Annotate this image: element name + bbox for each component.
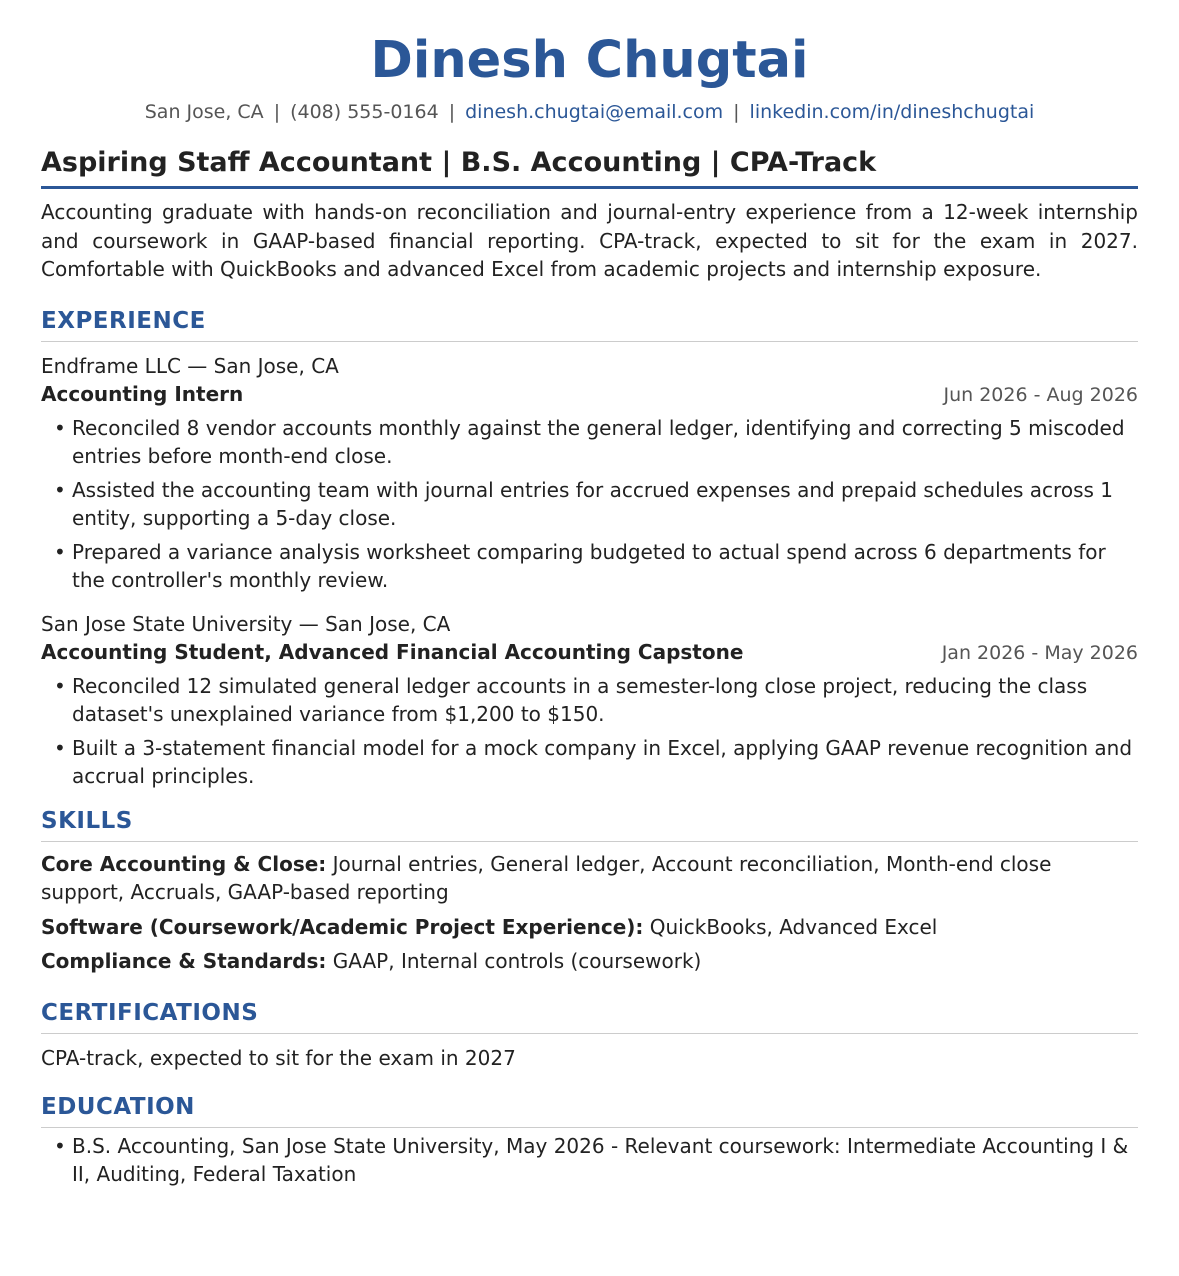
- professional-headline: Aspiring Staff Accountant | B.S. Accounting | CPA-Track: [41, 145, 1138, 189]
- experience-dates: Jan 2026 - May 2026: [941, 641, 1138, 664]
- summary-paragraph: Accounting graduate with hands-on reconciliation and journal-entry experience from a 12-week internship and coursework in GAAP-based financial reporting. CPA-track, expected to sit for the exam in 2027. Comfortable with QuickBooks and advanced Excel from academic projects and internship exposure.: [41, 200, 1138, 281]
- bullet-glyph: •: [54, 539, 66, 564]
- list-item: [41, 414, 1138, 470]
- bullet-glyph: •: [54, 415, 66, 440]
- education-text: B.S. Accounting, San Jose State University, May 2026 - Relevant coursework: Intermediate Accounting I & II, Auditing, Federal Taxation: [72, 1133, 1129, 1186]
- experience-dates: Jun 2026 - Aug 2026: [943, 383, 1138, 406]
- experience-org: Endframe LLC — San Jose, CA: [41, 353, 339, 378]
- bullet-text: Assisted the accounting team with journal entries for accrued expenses and prepaid schedules across 1 entity, supporting a 5-day close.: [72, 477, 1113, 530]
- education-list: [41, 1132, 1138, 1188]
- skill-value: Journal entries, General ledger, Account reconciliation, Month-end close support, Accruals, GAAP-based reporting: [41, 851, 1052, 904]
- experience-role-row: [41, 380, 1138, 410]
- bullet-glyph: •: [54, 735, 66, 760]
- contact-phone: (408) 555-0164: [290, 101, 439, 123]
- experience-bullets: [41, 672, 1138, 790]
- section-title-certifications: CERTIFICATIONS: [41, 998, 1138, 1034]
- contact-location: San Jose, CA: [144, 101, 264, 123]
- list-item: [41, 476, 1138, 532]
- contact-separator: |: [733, 101, 740, 123]
- certification-text: CPA-track, expected to sit for the exam in 2027: [41, 1045, 516, 1070]
- list-item: [41, 538, 1138, 594]
- experience-entry: [41, 352, 1138, 594]
- bullet-glyph: •: [54, 477, 66, 502]
- candidate-name: Dinesh Chugtai: [370, 31, 809, 90]
- experience-role-row: [41, 638, 1138, 668]
- section-title-skills: SKILLS: [41, 806, 1138, 842]
- bullet-text: Built a 3-statement financial model for a mock company in Excel, applying GAAP revenue recognition and accrual principles.: [72, 735, 1133, 788]
- experience-role: Accounting Student, Advanced Financial Accounting Capstone: [41, 639, 744, 664]
- skill-line: [41, 947, 1138, 976]
- bullet-text: Prepared a variance analysis worksheet comparing budgeted to actual spend across 6 departments for the controller's monthly review.: [72, 539, 1106, 592]
- skill-value: QuickBooks, Advanced Excel: [643, 914, 938, 939]
- section-title-experience: EXPERIENCE: [41, 306, 1138, 342]
- contact-linkedin-link[interactable]: linkedin.com/in/dineshchugtai: [749, 101, 1035, 123]
- bullet-glyph: •: [54, 673, 66, 698]
- list-item: [41, 1132, 1138, 1188]
- bullet-glyph: •: [54, 1133, 66, 1158]
- bullet-text: Reconciled 8 vendor accounts monthly against the general ledger, identifying and correcting 5 miscoded entries before month-end close.: [72, 415, 1125, 468]
- skills-list: [41, 850, 1138, 976]
- section-title-education: EDUCATION: [41, 1092, 1138, 1128]
- contact-line: [41, 99, 1138, 125]
- contact-separator: |: [448, 101, 456, 123]
- skill-label: Core Accounting & Close:: [41, 851, 327, 876]
- experience-bullets: [41, 414, 1138, 594]
- skill-label: Software (Coursework/Academic Project Experience):: [41, 914, 644, 939]
- experience-entry: [41, 610, 1138, 790]
- list-item: [41, 734, 1138, 790]
- bullet-text: Reconciled 12 simulated general ledger accounts in a semester-long close project, reducing the class dataset's unexplained variance from $1,200 to $150.: [72, 673, 1088, 726]
- contact-email-link[interactable]: dinesh.chugtai@email.com: [465, 101, 724, 123]
- skill-line: [41, 913, 1138, 942]
- skill-value: GAAP, Internal controls (coursework): [326, 949, 702, 973]
- skill-line: [41, 850, 1138, 907]
- experience-role: Accounting Intern: [41, 381, 244, 406]
- experience-org: San Jose State University — San Jose, CA: [41, 611, 451, 636]
- contact-separator: |: [273, 101, 281, 123]
- list-item: [41, 672, 1138, 728]
- skill-label: Compliance & Standards:: [41, 949, 327, 973]
